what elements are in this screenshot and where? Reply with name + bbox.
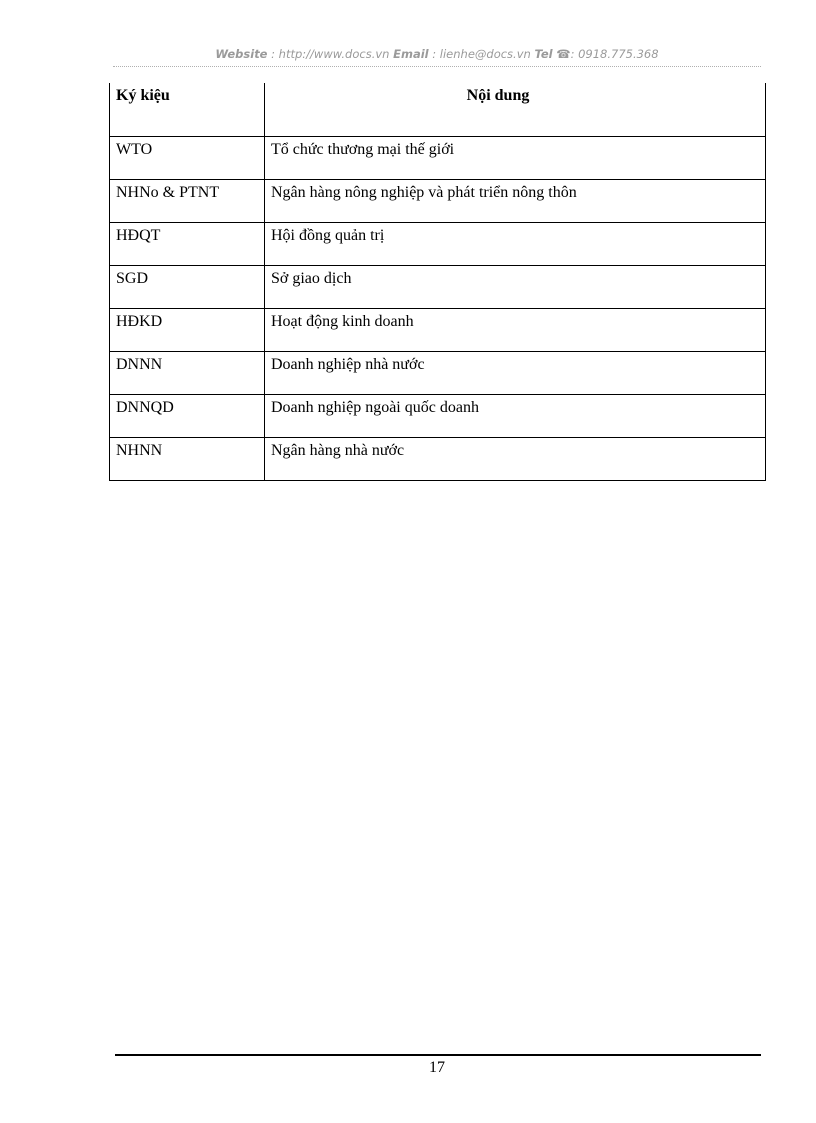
symbol-cell: HĐKD bbox=[110, 309, 265, 352]
symbol-cell: NHNN bbox=[110, 438, 265, 481]
symbol-cell: SGD bbox=[110, 266, 265, 309]
abbreviation-table bbox=[109, 83, 766, 481]
header-divider bbox=[113, 66, 761, 67]
column-header-symbol: Ký kiệu bbox=[110, 83, 265, 137]
symbol-cell: HĐQT bbox=[110, 223, 265, 266]
table-row bbox=[110, 223, 766, 266]
footer-divider bbox=[115, 1054, 761, 1056]
symbol-cell: WTO bbox=[110, 137, 265, 180]
content-cell: Hội đồng quản trị bbox=[265, 223, 766, 266]
symbol-cell: NHNo & PTNT bbox=[110, 180, 265, 223]
content-cell: Doanh nghiệp nhà nước bbox=[265, 352, 766, 395]
table-header-row bbox=[110, 83, 766, 137]
content-cell: Tổ chức thương mại thế giới bbox=[265, 137, 766, 180]
table-row bbox=[110, 352, 766, 395]
website-label: Website bbox=[215, 47, 268, 61]
page-header bbox=[113, 47, 761, 61]
table-row bbox=[110, 180, 766, 223]
email-value: : lienhe@docs.vn bbox=[432, 47, 531, 61]
table-row bbox=[110, 395, 766, 438]
content-cell: Doanh nghiệp ngoài quốc doanh bbox=[265, 395, 766, 438]
content-cell: Hoạt động kinh doanh bbox=[265, 309, 766, 352]
table-row bbox=[110, 137, 766, 180]
tel-value: : 0918.775.368 bbox=[570, 47, 659, 61]
column-header-content: Nội dung bbox=[265, 83, 766, 137]
symbol-cell: DNNN bbox=[110, 352, 265, 395]
tel-label: Tel bbox=[534, 47, 553, 61]
content-cell: Ngân hàng nhà nước bbox=[265, 438, 766, 481]
page-number: 17 bbox=[429, 1059, 445, 1076]
table-row bbox=[110, 309, 766, 352]
symbol-cell: DNNQD bbox=[110, 395, 265, 438]
table-row bbox=[110, 266, 766, 309]
content-cell: Sở giao dịch bbox=[265, 266, 766, 309]
email-label: Email bbox=[393, 47, 429, 61]
phone-icon: ☎ bbox=[556, 47, 571, 61]
content-cell: Ngân hàng nông nghiệp và phát triển nông thôn bbox=[265, 180, 766, 223]
website-value: : http://www.docs.vn bbox=[271, 47, 390, 61]
table-row bbox=[110, 438, 766, 481]
